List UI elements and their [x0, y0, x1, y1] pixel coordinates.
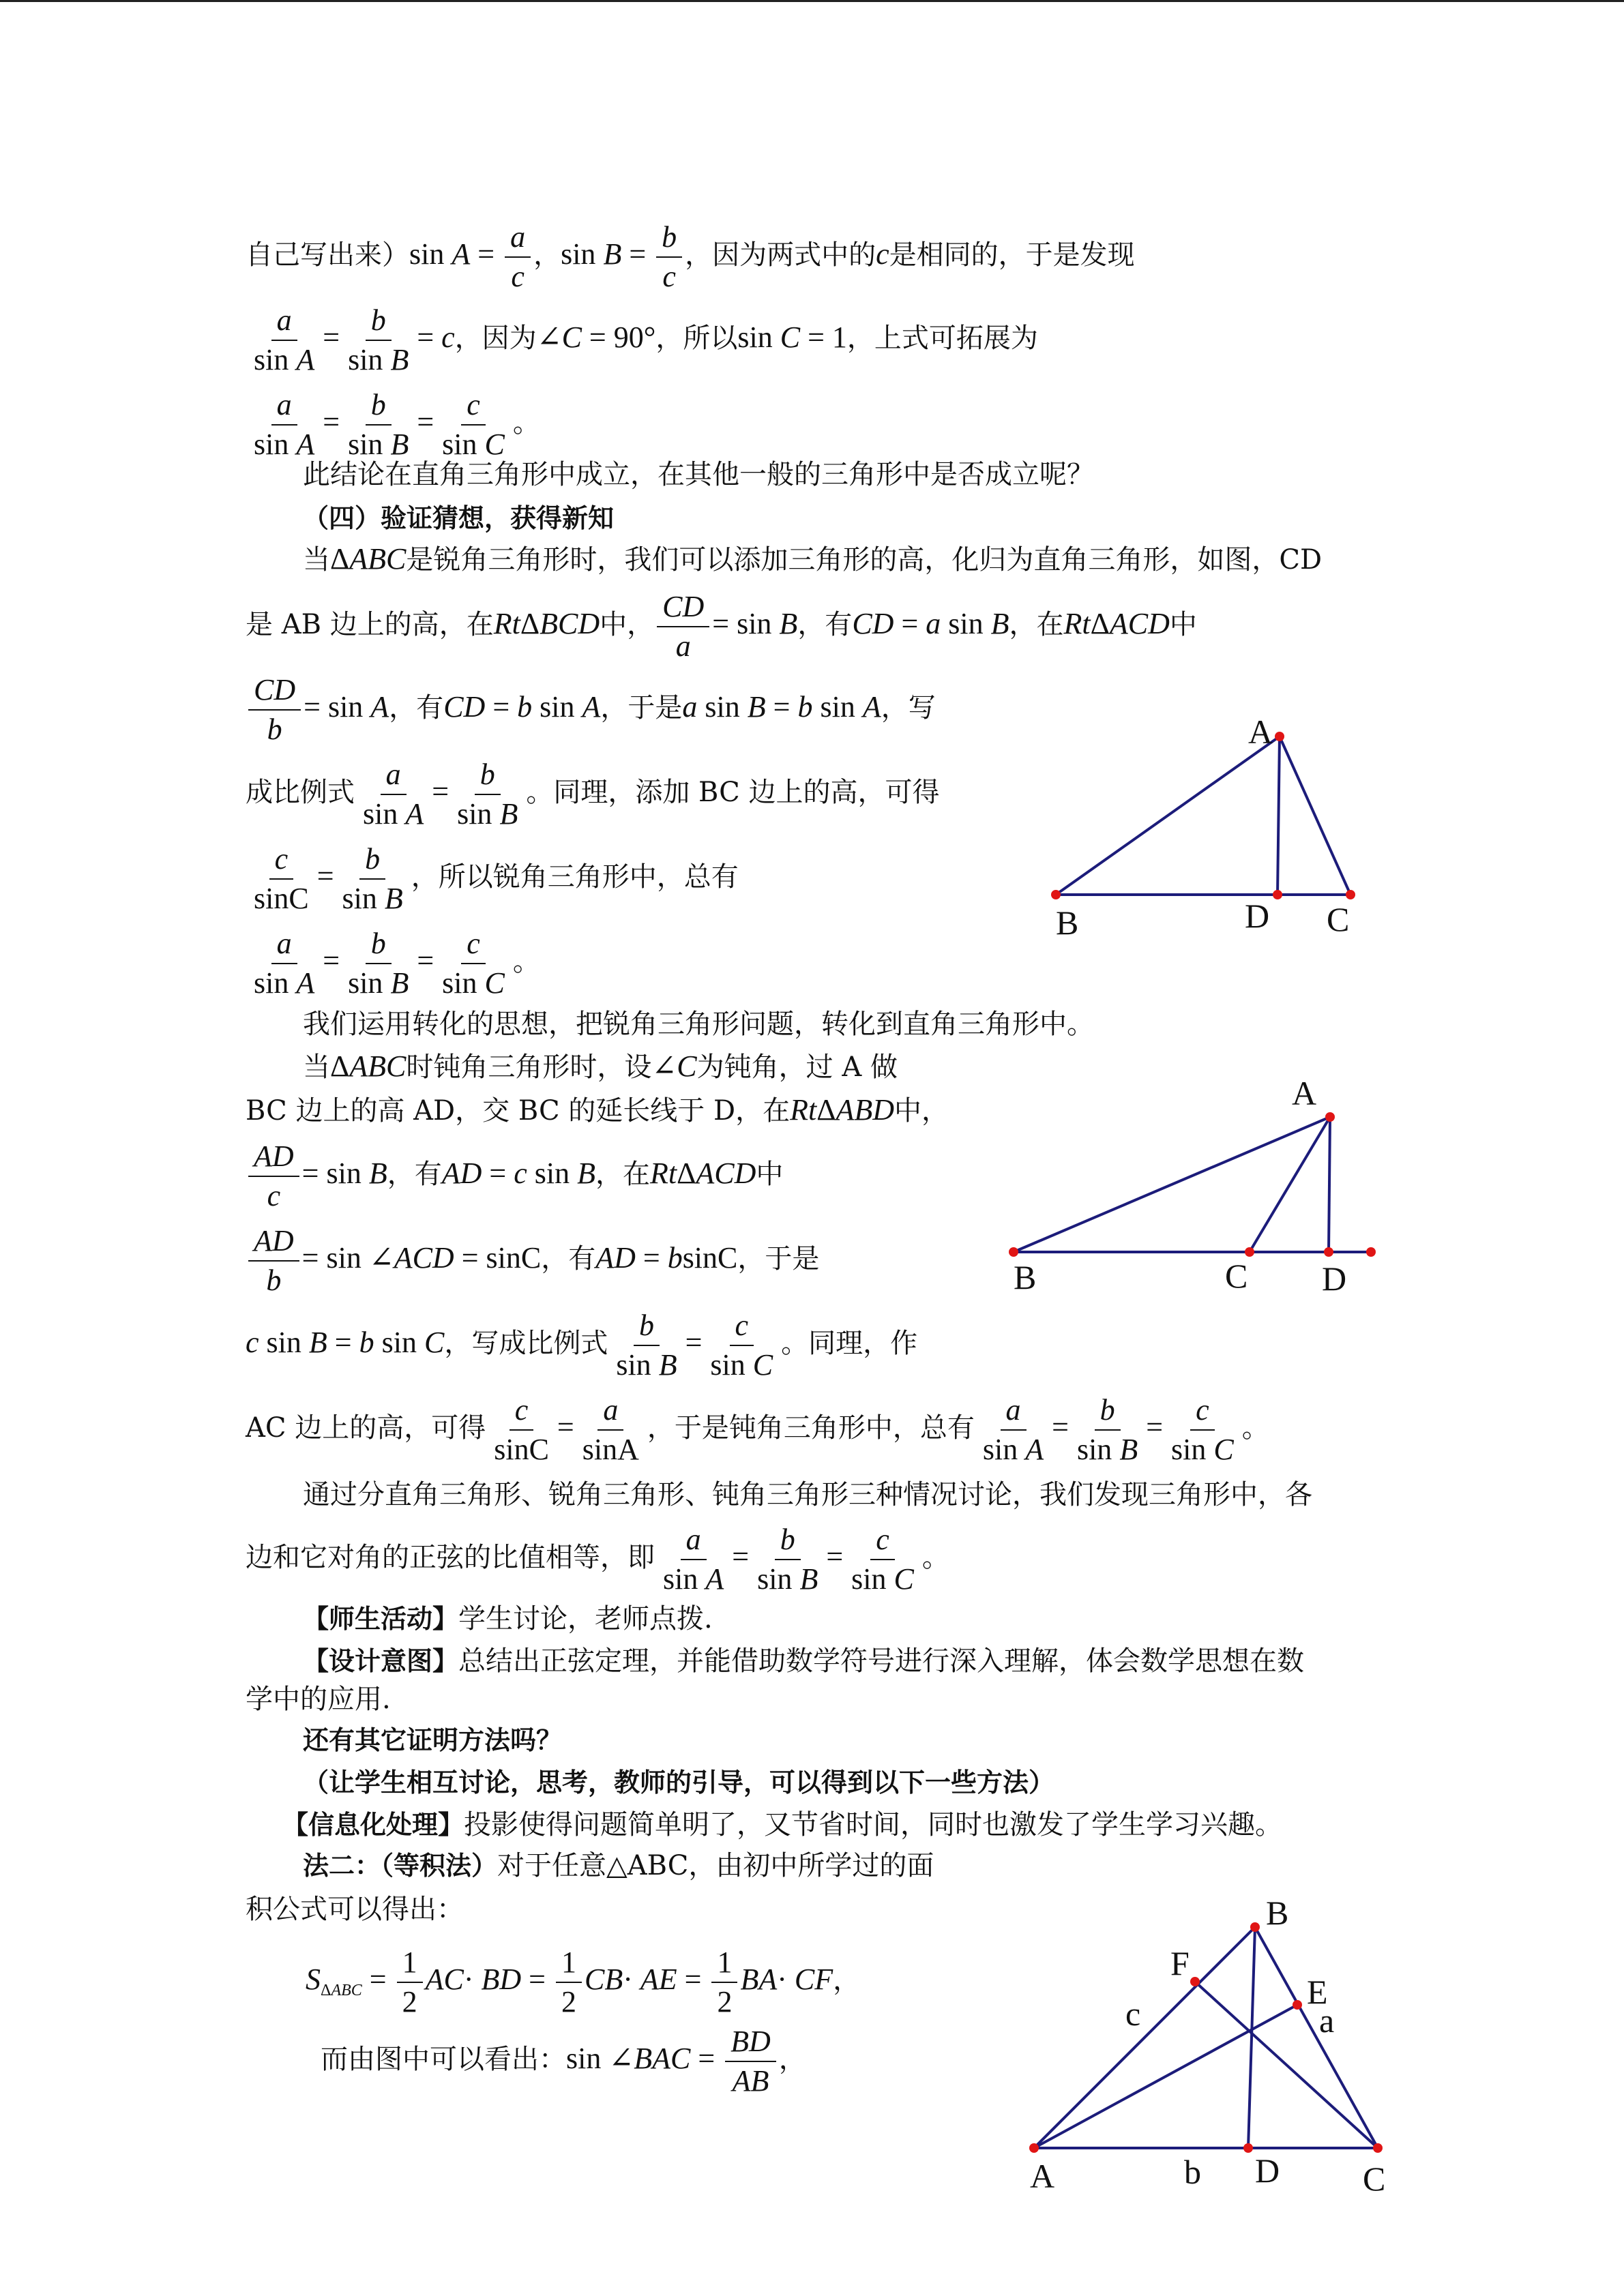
- line-2: $\frac{a}{\text{sin A}}$ = $\frac{b}{\text{sin B}}$ = c，因为∠C = 90°，所以sin C = 1，上式可拓展为: [246, 301, 1038, 379]
- line-25: （让学生相互讨论，思考，教师的引导，可以得到以下一些方法）: [303, 1768, 1055, 1798]
- line-3: $\frac{a}{\text{sin A}}$ = $\frac{b}{\text{sin B}}$ = $\frac{c}{\text{sin C}}$ 。: [246, 386, 540, 464]
- altitude-bd: [1248, 1927, 1255, 2148]
- label-b: B: [1266, 1896, 1289, 1932]
- point-d: [1243, 2143, 1253, 2153]
- label-side-c: c: [1125, 1995, 1141, 2033]
- point-d: [1324, 1247, 1333, 1257]
- line-23: 学中的应用.: [246, 1684, 391, 1715]
- line-7: 是 AB 边上的高，在RtΔBCD中， $\frac{CD}{a}$ = sin B，有CD = a sin B，在RtΔACD中: [246, 588, 1197, 666]
- line-4: 此结论在直角三角形中成立，在其他一般的三角形中是否成立呢？: [303, 459, 1094, 490]
- label-d: D: [1255, 2151, 1280, 2190]
- figure-acute-triangle: [1023, 709, 1405, 982]
- label-d: D: [1322, 1259, 1347, 1298]
- line-20: 边和它对角的正弦的比值相等，即 $\frac{a}{\text{sin A}}$ = $\frac{b}{\text{sin B}}$ = $\frac{c}{\text{sin C}}$ 。: [246, 1521, 949, 1598]
- label-b: B: [1014, 1258, 1037, 1296]
- label-a: A: [1248, 713, 1273, 751]
- figure-obtuse-triangle: [996, 1064, 1405, 1309]
- line-22: 【设计意图】总结出正弦定理，并能借助数学符号进行深入理解，体会数学思想在数: [303, 1645, 1305, 1677]
- line-14: BC 边上的高 AD，交 BC 的延长线于 D，在RtΔABD中，: [246, 1093, 949, 1127]
- figure-three-altitudes: [1009, 1896, 1432, 2209]
- line-15: $\frac{AD}{c}$ = sin B，有AD = c sin B，在RtΔACD中: [246, 1137, 783, 1215]
- line-1: 自己写出来）sin A = $\frac{a}{c}$ ，sin B = $\frac{b}{c}$ ，因为两式中的c是相同的，于是发现: [246, 218, 1135, 296]
- point-b: [1009, 1247, 1018, 1257]
- point-c: [1346, 890, 1355, 899]
- point-c: [1373, 2143, 1383, 2153]
- label-side-a: a: [1319, 2001, 1335, 2040]
- line-11: $\frac{a}{\text{sin A}}$ = $\frac{b}{\text{sin B}}$ = $\frac{c}{\text{sin C}}$ 。: [246, 925, 540, 1002]
- label-a: A: [1292, 1074, 1317, 1112]
- line-21: 【师生活动】学生讨论，老师点拨.: [303, 1603, 713, 1635]
- line-27: 法二：（等积法）对于任意△ABC，由初中所学过的面: [303, 1850, 934, 1881]
- label-f: F: [1170, 1944, 1190, 1982]
- point-a: [1029, 2143, 1039, 2153]
- point-b: [1250, 1922, 1260, 1932]
- line-13: 当ΔABC时钝角三角形时，设∠C为钝角，过 A 做: [303, 1049, 898, 1083]
- line-12: 我们运用转化的思想，把锐角三角形问题，转化到直角三角形中。: [303, 1009, 1094, 1040]
- line-17: c sin B = b sin C，写成比例式 $\frac{b}{\text{sin B}}$ = $\frac{c}{\text{sin C}}$ 。同理，作: [246, 1307, 917, 1384]
- line-30: 而由图中可以看出：sin ∠BAC = $\frac{BD}{AB}$ ，: [321, 2023, 806, 2100]
- point-e: [1293, 2000, 1302, 2010]
- point-d: [1273, 890, 1282, 899]
- label-d: D: [1245, 897, 1270, 935]
- side-ac: [1250, 1117, 1330, 1252]
- altitude-ad: [1329, 1117, 1330, 1252]
- line-9: 成比例式 $\frac{a}{\text{sin A}}$ = $\frac{b}{\text{sin B}}$ 。同理，添加 BC 边上的高，可得: [246, 756, 940, 833]
- label-c: C: [1363, 2160, 1386, 2198]
- line-10: $\frac{c}{\sin C}$ = $\frac{b}{\text{sin B}}$ ，所以锐角三角形中，总有: [246, 840, 739, 918]
- line-8: $\frac{CD}{b}$ = sin A，有CD = b sin A，于是a sin B = b sin A，写: [246, 671, 936, 749]
- side-ab: [1034, 1927, 1255, 2148]
- line-18: AC 边上的高，可得 $\frac{c}{\sin C}$ = $\frac{a}{\sin A}$ ，于是钝角三角形中，总有 $\frac{a}{\text{sin A}}$ = $\frac{b}{\text{sin B}}$ = $\frac{c}{\text{sin C}}$ 。: [246, 1391, 1269, 1469]
- side-ab: [1056, 736, 1280, 895]
- line-28: 积公式可以得出：: [246, 1894, 464, 1925]
- altitude-cf: [1195, 1982, 1378, 2148]
- label-c: C: [1327, 900, 1350, 938]
- line-19: 通过分直角三角形、锐角三角形、钝角三角形三种情况讨论，我们发现三角形中，各: [303, 1479, 1312, 1510]
- side-ac: [1280, 736, 1350, 895]
- point-f: [1190, 1977, 1200, 1986]
- label-b: B: [1056, 904, 1079, 942]
- line-24: 还有其它证明方法吗？: [303, 1725, 563, 1755]
- top-rule: [0, 0, 1624, 2]
- side-bc: [1255, 1927, 1378, 2148]
- point-a: [1275, 732, 1284, 741]
- line-6: 当ΔABC是锐角三角形时，我们可以添加三角形的高，化归为直角三角形，如图，CD: [303, 542, 1323, 576]
- side-ab: [1014, 1117, 1330, 1252]
- point-a: [1325, 1112, 1335, 1122]
- label-e: E: [1307, 1973, 1328, 2011]
- line-26: 【信息化处理】投影使得问题简单明了，又节省时间，同时也激发了学生学习兴趣。: [282, 1809, 1283, 1840]
- altitude-cd: [1278, 736, 1280, 895]
- label-side-b: b: [1184, 2153, 1201, 2191]
- label-c: C: [1225, 1257, 1248, 1295]
- line-29: $S_{\Delta ABC}$ = $\frac{1}{2}$ AC· BD = $\frac{1}{2}$ CB· AE = $\frac{1}{2}$ BA· CF，: [306, 1943, 860, 2021]
- point-c: [1245, 1247, 1254, 1257]
- section-heading-4: （四）验证猜想，获得新知: [303, 503, 615, 533]
- label-a: A: [1030, 2157, 1055, 2195]
- point-b: [1051, 890, 1061, 899]
- altitude-ae: [1034, 2005, 1297, 2148]
- line-16: $\frac{AD}{b}$ = sin ∠ACD = sinC，有AD = bsinC，于是: [246, 1222, 819, 1300]
- point-extension: [1366, 1247, 1376, 1257]
